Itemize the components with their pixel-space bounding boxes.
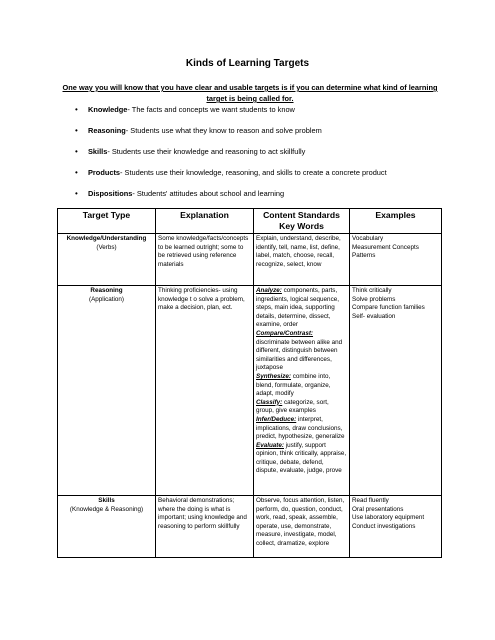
keyword-heading: Classify:	[256, 398, 283, 406]
term: Reasoning	[88, 126, 126, 135]
term-description: - Students use what they know to reason and solve problem	[125, 126, 322, 135]
term-description: - Students use their knowledge and reasoning to act skillfully	[107, 147, 306, 156]
explanation-cell: Some knowledge/facts/concepts to be learned outright; some to be retrieved using reference materials	[156, 234, 254, 286]
example-item: Measurement Concepts	[352, 243, 419, 251]
target-type-cell	[58, 496, 156, 558]
keyword-heading: Infer/Deduce:	[256, 415, 297, 423]
target-type-cell	[58, 286, 156, 496]
table-row	[58, 286, 442, 496]
example-item: Oral presentations	[352, 505, 404, 513]
examples-cell	[350, 234, 442, 286]
explanation-cell: Thinking proficiencies- using knowledge t o solve a problem, make a decision, plan, ect.	[156, 286, 254, 496]
term: Skills	[88, 147, 108, 156]
header-explanation: Explanation	[156, 209, 254, 234]
keyword-heading: Compare/Contrast:	[256, 329, 314, 337]
list-item	[70, 104, 480, 125]
keyword-list: discriminate between alike and different, distinguish between similarities and differences, juxtapose	[256, 338, 343, 372]
example-item: Compare function families	[352, 304, 425, 312]
table-header-row	[58, 209, 442, 234]
target-type-sub: (Application)	[89, 295, 124, 303]
example-item: Patterns	[352, 252, 376, 260]
keyword-heading: Analyze:	[256, 287, 282, 294]
target-type-sub: (Verbs)	[96, 243, 117, 251]
target-type-sub: (Knowledge & Reasoning)	[69, 505, 144, 513]
target-type-name: Skills	[98, 497, 115, 504]
intro-statement: One way you will know that you have clear and usable targets is if you can determine what kind of learning target is being called for.	[62, 83, 438, 103]
keyword-heading: Synthesize:	[256, 372, 291, 380]
list-item	[70, 188, 480, 209]
list-item	[70, 146, 480, 167]
target-type-cell	[58, 234, 156, 286]
example-item: Read fluently	[352, 497, 389, 504]
keywords-cell: Observe, focus attention, listen, perform, do, question, conduct, work, read, speak, assemble, operate, use, demonstrate, measure, investigate, model, collect, dramatize, explore	[254, 496, 350, 558]
term: Dispositions	[88, 189, 133, 198]
example-item: Vocabulary	[352, 235, 384, 242]
term: Products	[88, 168, 121, 177]
keywords-cell	[254, 286, 350, 496]
table-row	[58, 234, 442, 286]
term-description: - Students use their knowledge, reasoning, and skills to create a concrete product	[120, 168, 387, 177]
bullet-icon: •	[75, 126, 78, 135]
example-item: Self- evaluation	[352, 312, 396, 320]
term-description: - The facts and concepts we want students to know	[127, 105, 295, 114]
keyword-list: combine into, blend, formulate, organize, adapt, modify	[256, 372, 331, 398]
table-row	[58, 496, 442, 558]
keywords-cell: Explain, understand, describe, identify, tell, name, list, define, label, match, choose, recall, recognize, select, know	[254, 234, 350, 286]
bullet-icon: •	[75, 147, 78, 156]
term: Knowledge	[88, 105, 128, 114]
bullet-icon: •	[75, 168, 78, 177]
keyword-heading: Evaluate:	[256, 441, 284, 449]
header-content-standards: Content Standards Key Words	[254, 209, 350, 234]
example-item: Use laboratory equipment	[352, 514, 425, 522]
example-item: Conduct investigations	[352, 522, 416, 530]
bullet-icon: •	[75, 105, 78, 114]
learning-targets-table	[57, 208, 442, 558]
example-item: Solve problems	[352, 295, 396, 303]
bullet-icon: •	[75, 189, 78, 198]
examples-cell	[350, 496, 442, 558]
examples-cell	[350, 286, 442, 496]
page-title: Kinds of Learning Targets	[185, 58, 310, 69]
list-item	[70, 125, 480, 146]
target-type-name: Reasoning	[90, 287, 123, 294]
term-description: - Students' attitudes about school and learning	[132, 189, 285, 198]
header-examples: Examples	[350, 209, 442, 234]
keyword-list: justify, support opinion, think critically, appraise, critique, debate, defend, dispute, evaluate, judge, prove	[256, 441, 347, 475]
explanation-cell: Behavioral demonstrations; where the doing is what is important; using knowledge and reasoning to perform skillfully	[156, 496, 254, 558]
keyword-list: categorize, sort, group, give examples	[256, 398, 329, 415]
target-kinds-list	[70, 104, 480, 209]
target-type-name: Knowledge/Understanding	[66, 235, 147, 242]
example-item: Think critically	[352, 287, 392, 294]
list-item	[70, 167, 480, 188]
keyword-list: components, parts, ingredients, logical sequence, steps, main idea, supporting details, determine, dissect, examine, order	[256, 287, 339, 329]
keyword-list: interpret, implications, draw conclusions, predict, hypothesize, generalize	[256, 415, 345, 441]
header-target-type: Target Type	[58, 209, 156, 234]
